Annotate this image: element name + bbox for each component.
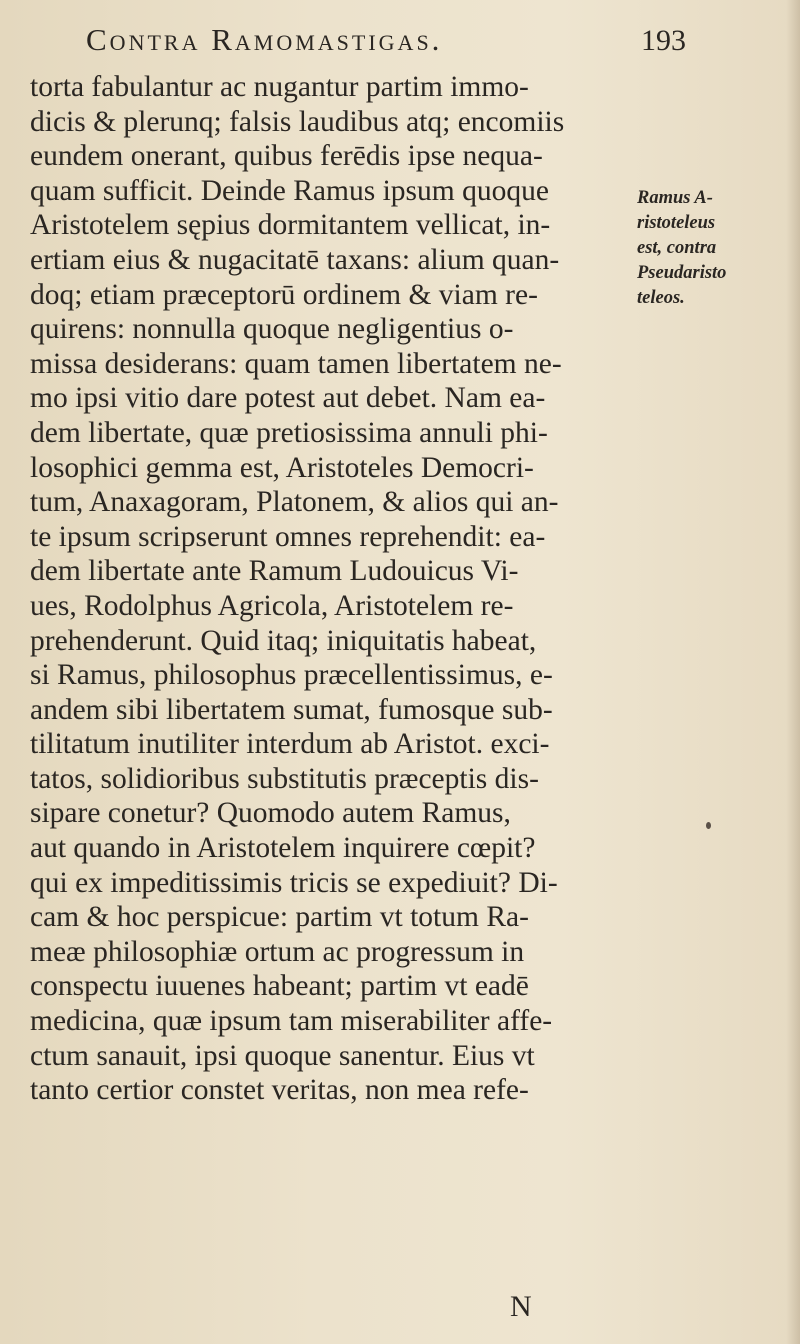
page-number: 193 — [641, 24, 686, 57]
text-line: quam sufficit. Deinde Ramus ipsum quoque — [30, 174, 549, 207]
text-line: mo ipsi vitio dare potest aut debet. Nam ea- — [30, 382, 546, 415]
text-line: ues, Rodolphus Agricola, Aristotelem re- — [30, 589, 514, 622]
text-line: ctum sanauit, ipsi quoque sanentur. Eius vt — [30, 1039, 535, 1072]
text-line: te ipsum scripserunt omnes reprehendit: ea- — [30, 520, 546, 553]
text-line: dem libertate, quæ pretiosissima annuli phi- — [30, 416, 548, 449]
text-line: tum, Anaxagoram, Platonem, & alios qui an- — [30, 486, 559, 519]
text-line: aut quando in Aristotelem inquirere cœpit? — [30, 832, 536, 865]
marginal-note — [637, 186, 787, 311]
text-line: eundem onerant, quibus ferēdis ipse nequa- — [30, 140, 543, 173]
text-line: medicina, quæ ipsum tam miserabiliter affe- — [30, 1005, 553, 1038]
text-line: dicis & plerunq; falsis laudibus atq; encomiis — [30, 105, 565, 138]
text-line: ertiam eius & nugacitatē taxans: alium quan- — [30, 243, 560, 276]
text-line: cam & hoc perspicue: partim vt totum Ra- — [30, 901, 529, 934]
marginal-note-line: Pseudaristo — [637, 263, 727, 283]
text-line: missa desiderans: quam tamen libertatem ne- — [30, 347, 562, 380]
text-line: tanto certior constet veritas, non mea refe- — [30, 1074, 529, 1107]
text-line: Aristotelem sępius dormitantem vellicat, in- — [30, 209, 551, 242]
text-line: prehenderunt. Quid itaq; iniquitatis habeat, — [30, 624, 537, 657]
text-line: tilitatum inutiliter interdum ab Aristot. exci- — [30, 728, 550, 761]
body-text — [30, 70, 630, 1108]
text-line: torta fabulantur ac nugantur partim immo- — [30, 71, 529, 103]
page-edge-shadow — [786, 0, 800, 1344]
marginal-note-line: ristoteleus — [637, 213, 716, 233]
marginal-note-line: est, contra — [637, 238, 717, 258]
text-line: si Ramus, philosophus præcellentissimus, e- — [30, 659, 553, 692]
text-line: doq; etiam præceptorū ordinem & viam re- — [30, 278, 538, 311]
signature-mark: N — [510, 1290, 532, 1323]
ink-speck — [706, 822, 711, 829]
text-line: sipare conetur? Quomodo autem Ramus, — [30, 797, 511, 830]
marginal-note-line: teleos. — [637, 288, 685, 308]
text-line: tatos, solidioribus substitutis præceptis dis- — [30, 762, 539, 795]
text-line: dem libertate ante Ramum Ludouicus Vi- — [30, 555, 519, 588]
page-header — [86, 20, 686, 66]
running-head: Contra Ramomastigas. — [86, 22, 443, 57]
text-line: conspectu iuuenes habeant; partim vt eadē — [30, 970, 529, 1003]
text-line: quirens: nonnulla quoque negligentius o- — [30, 313, 514, 346]
text-line: meæ philosophiæ ortum ac progressum in — [30, 935, 525, 968]
text-line: andem sibi libertatem sumat, fumosque sub- — [30, 693, 553, 726]
text-line: losophici gemma est, Aristoteles Democri- — [30, 451, 534, 484]
marginal-note-line: Ramus A- — [637, 188, 713, 208]
text-line: qui ex impeditissimis tricis se expediuit? Di- — [30, 866, 558, 899]
